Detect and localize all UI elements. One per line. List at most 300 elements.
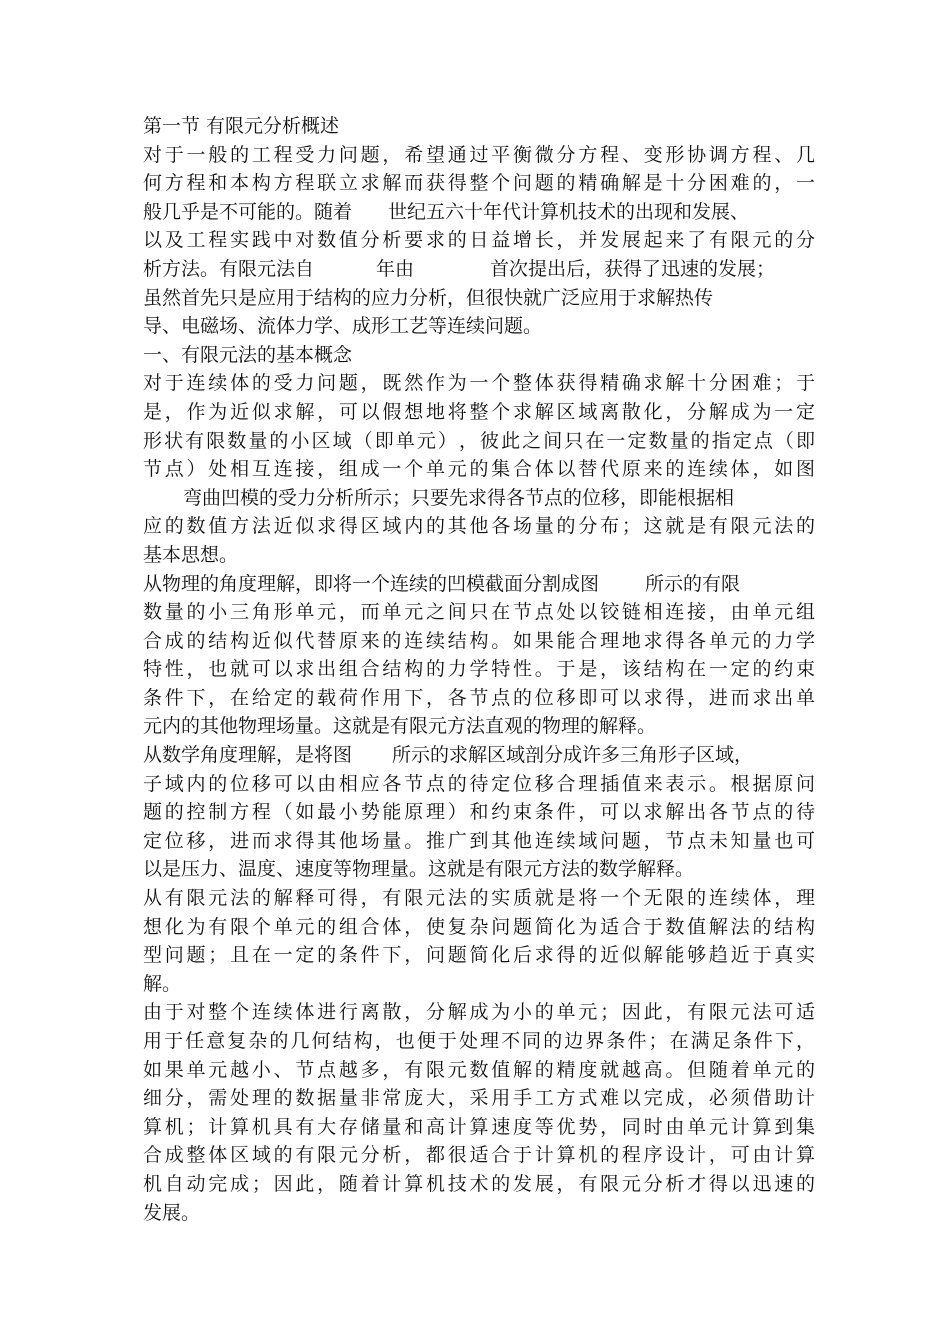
text-glyph: ，	[317, 458, 337, 481]
text-glyph: 域	[578, 829, 598, 852]
text-glyph: 用	[382, 686, 402, 709]
text-line	[143, 1113, 815, 1142]
text-glyph: 个	[251, 915, 271, 938]
text-line	[143, 312, 815, 341]
text-glyph: 的	[795, 1058, 815, 1081]
text-glyph: 得	[338, 515, 358, 538]
text-glyph: ；	[208, 944, 228, 967]
text-glyph: 代	[295, 629, 315, 652]
text-glyph: 几	[290, 1030, 310, 1052]
text-glyph: 作	[360, 686, 380, 709]
text-glyph: 满	[690, 1030, 710, 1052]
text-glyph: 的	[752, 172, 772, 195]
text-glyph: 细	[143, 1087, 163, 1110]
text-glyph: 成	[164, 629, 184, 652]
text-glyph: 元	[425, 887, 445, 910]
text-glyph: 适	[469, 1144, 489, 1167]
text-glyph: 接	[687, 601, 707, 624]
text-glyph: 合	[621, 915, 641, 938]
text-glyph: 值	[621, 772, 641, 795]
text-glyph: 小	[251, 1058, 271, 1081]
text-glyph: 动	[186, 1172, 206, 1195]
text-glyph: 计	[534, 1144, 554, 1167]
text-glyph: ，	[578, 801, 598, 824]
text-line	[143, 226, 815, 255]
text-glyph: 变	[643, 143, 663, 166]
text-glyph: 间	[543, 429, 563, 452]
text-glyph: 。	[708, 772, 728, 795]
text-glyph: 内	[404, 515, 424, 538]
text-line	[143, 998, 815, 1027]
text-glyph: 特	[491, 658, 511, 681]
text-glyph: 时	[643, 1115, 663, 1138]
text-glyph: 下	[186, 686, 206, 709]
text-glyph: 程	[621, 1144, 641, 1167]
text-glyph: 三	[230, 601, 250, 624]
text-glyph: 数	[186, 515, 206, 538]
text-line	[143, 627, 815, 656]
text-glyph: ；	[648, 1030, 668, 1052]
text-glyph: 的	[687, 887, 707, 910]
text-glyph: 成	[164, 1144, 184, 1167]
text-glyph: 如	[774, 458, 794, 481]
text-glyph: 然	[404, 372, 424, 395]
text-glyph: 问	[795, 772, 815, 795]
text-glyph: 的	[752, 629, 772, 652]
text-glyph: 对	[186, 1001, 206, 1024]
text-glyph: 简	[469, 944, 489, 967]
text-glyph: 续	[425, 629, 445, 652]
text-glyph: 值	[208, 515, 228, 538]
text-glyph: 数	[143, 601, 163, 624]
text-glyph: 替	[317, 629, 337, 652]
text-glyph: 的	[447, 772, 467, 795]
text-glyph: 理	[480, 1030, 500, 1052]
text-glyph: 各	[382, 772, 402, 795]
text-glyph: 计	[774, 1144, 794, 1167]
text-glyph: 的	[534, 1001, 554, 1024]
text-glyph: 是	[556, 887, 576, 910]
text-glyph: 几	[795, 143, 815, 166]
text-glyph: 难	[730, 172, 750, 195]
text-glyph: ，	[687, 1087, 707, 1110]
text-glyph: 限	[600, 1172, 620, 1195]
text-glyph: 。	[491, 629, 511, 652]
text-glyph: 进	[230, 829, 250, 852]
text-glyph: ；	[186, 1115, 206, 1138]
text-glyph: 处	[230, 1087, 250, 1110]
text-glyph: 计	[687, 1144, 707, 1167]
text-glyph: ，	[795, 1030, 815, 1052]
text-glyph: 的	[795, 1172, 815, 1195]
text-glyph: 元	[447, 458, 467, 481]
text-glyph: 算	[556, 1144, 576, 1167]
text-glyph: 般	[208, 143, 228, 166]
text-glyph: 越	[621, 1058, 641, 1081]
text-glyph: 区	[556, 400, 576, 423]
text-glyph: ，	[708, 1144, 728, 1167]
text-glyph: 题	[447, 944, 467, 967]
text-glyph: 元	[774, 1058, 794, 1081]
text-glyph: 着	[730, 1058, 750, 1081]
text-glyph: 节	[295, 1058, 315, 1081]
text-glyph: ；	[774, 372, 794, 395]
text-glyph: 方	[273, 172, 293, 195]
text-glyph: 化	[556, 915, 576, 938]
subsection-heading: 一、有限元法的基本概念	[143, 343, 353, 366]
text-glyph: 同	[522, 1030, 542, 1052]
text-glyph: 一	[382, 458, 402, 481]
text-glyph: 程	[295, 172, 315, 195]
text-glyph: 处	[458, 1030, 478, 1052]
text-glyph: 求	[534, 944, 554, 967]
text-glyph: 条	[143, 686, 163, 709]
text-glyph: 。	[534, 658, 554, 681]
text-glyph: 展	[621, 229, 641, 252]
text-glyph: 而	[730, 686, 750, 709]
text-glyph: 求	[643, 801, 663, 824]
text-glyph: 移	[556, 686, 576, 709]
text-glyph: 可	[600, 801, 620, 824]
text-glyph: 越	[230, 1058, 250, 1081]
text-glyph: 如	[295, 801, 315, 824]
text-glyph: 互	[251, 458, 271, 481]
text-glyph: 有	[295, 1144, 315, 1167]
text-glyph: 的	[665, 458, 685, 481]
text-glyph: 只	[469, 601, 489, 624]
text-glyph: 的	[491, 1172, 511, 1195]
text-glyph: 小	[338, 801, 358, 824]
text-glyph: 结	[447, 629, 467, 652]
text-glyph: 位	[513, 772, 533, 795]
text-glyph: 构	[404, 658, 424, 681]
text-glyph: 求	[360, 172, 380, 195]
text-glyph: 来	[360, 629, 380, 652]
text-glyph: 对	[143, 143, 163, 166]
text-glyph: 分	[687, 400, 707, 423]
text-glyph: 性	[513, 658, 533, 681]
text-glyph: 个	[491, 172, 511, 195]
text-glyph: 确	[621, 372, 641, 395]
text-glyph: 技	[447, 1172, 467, 1195]
text-glyph: 以	[621, 1087, 641, 1110]
text-span: 导、电磁场、流体力学、成形工艺等连续问题。	[143, 315, 543, 338]
text-glyph: 限	[206, 429, 226, 452]
text-glyph: 程	[273, 143, 293, 166]
text-glyph: 各	[708, 801, 728, 824]
text-glyph: 精	[556, 1058, 576, 1081]
text-line	[143, 455, 815, 484]
text-glyph: 后	[513, 944, 533, 967]
text-glyph: 困	[730, 372, 750, 395]
text-glyph: （	[353, 429, 373, 452]
text-glyph: 联	[317, 172, 337, 195]
text-glyph: 待	[469, 772, 489, 795]
text-glyph: 就	[230, 658, 250, 681]
text-glyph: 似	[251, 400, 271, 423]
text-glyph: 的	[600, 1144, 620, 1167]
text-span: 世纪五六十年代计算机技术的出现和发展、	[388, 200, 750, 223]
text-glyph: 的	[317, 915, 337, 938]
text-glyph: 来	[643, 772, 663, 795]
text-glyph: 状	[164, 429, 184, 452]
text-glyph: 而	[404, 172, 424, 195]
text-line	[143, 684, 815, 713]
text-glyph: 个	[621, 887, 641, 910]
text-glyph: 元	[338, 1144, 358, 1167]
text-glyph: 很	[447, 1144, 467, 1167]
text-glyph: 就	[534, 887, 554, 910]
text-glyph: 的	[752, 658, 772, 681]
text-glyph: 以	[578, 601, 598, 624]
text-glyph: 散	[382, 1001, 402, 1024]
text-glyph: 是	[643, 172, 663, 195]
text-glyph: 相	[643, 601, 663, 624]
text-glyph: 用	[491, 1087, 511, 1110]
text-glyph: 定	[732, 429, 752, 452]
text-line	[143, 1084, 815, 1113]
text-glyph: 元	[730, 629, 750, 652]
text-glyph: 节	[513, 601, 533, 624]
text-glyph: 十	[665, 172, 685, 195]
text-glyph: 解	[534, 400, 554, 423]
text-glyph: 量	[382, 829, 402, 852]
text-glyph: 力	[317, 143, 337, 166]
text-glyph: 希	[404, 143, 424, 166]
text-glyph: 续	[556, 829, 576, 852]
text-glyph: 的	[164, 515, 184, 538]
text-glyph: 连	[251, 1001, 271, 1024]
text-glyph: 单	[795, 686, 815, 709]
text-glyph: ，	[360, 887, 380, 910]
text-glyph: ，	[708, 601, 728, 624]
text-span: 般几乎是不可能的。随着	[143, 200, 353, 223]
text-glyph: 点	[752, 801, 772, 824]
text-glyph: 量	[534, 515, 554, 538]
text-glyph: 合	[360, 658, 380, 681]
text-line	[143, 1199, 815, 1228]
text-glyph: 体	[230, 372, 250, 395]
text-glyph: 发	[513, 1172, 533, 1195]
text-glyph: 分	[643, 1172, 663, 1195]
text-glyph: 析	[665, 1172, 685, 1195]
text-glyph: 成	[730, 400, 750, 423]
text-glyph: ；	[600, 1001, 620, 1024]
text-glyph: 解	[273, 887, 293, 910]
text-glyph: 插	[600, 772, 620, 795]
text-glyph: ，	[186, 658, 206, 681]
text-glyph: 节	[665, 829, 685, 852]
text-glyph: 也	[208, 658, 228, 681]
text-glyph: 下	[382, 944, 402, 967]
text-glyph: 为	[186, 915, 206, 938]
text-line	[143, 284, 815, 313]
text-glyph: 到	[469, 829, 489, 852]
text-glyph: 的	[186, 629, 206, 652]
text-glyph: 度	[513, 1115, 533, 1138]
text-glyph: 求	[317, 515, 337, 538]
text-glyph: 要	[404, 229, 424, 252]
text-glyph: 边	[564, 1030, 584, 1052]
text-glyph: 制	[208, 801, 228, 824]
text-glyph: 高	[643, 1058, 663, 1081]
text-glyph: ，	[774, 887, 794, 910]
text-span: 从物理的角度理解，即将一个连续的凹模截面分割成图	[143, 572, 600, 595]
text-glyph: 能	[556, 629, 576, 652]
text-glyph: 值	[687, 915, 707, 938]
text-line	[143, 884, 815, 913]
text-glyph: 条	[534, 801, 554, 824]
text-glyph: 算	[795, 1144, 815, 1167]
text-glyph: 且	[230, 944, 250, 967]
text-glyph: 整	[186, 1144, 206, 1167]
text-glyph: 处	[556, 601, 576, 624]
text-glyph: 适	[795, 1001, 815, 1024]
text-glyph: ，	[382, 1058, 402, 1081]
text-glyph: 推	[425, 829, 445, 852]
text-glyph: 序	[643, 1144, 663, 1167]
text-glyph: 据	[752, 772, 772, 795]
text-glyph: 场	[360, 829, 380, 852]
text-glyph: 获	[425, 172, 445, 195]
text-glyph: 成	[469, 1001, 489, 1024]
text-glyph: ，	[404, 915, 424, 938]
text-glyph: 可	[338, 400, 358, 423]
text-glyph: 的	[425, 658, 445, 681]
text-glyph: 于	[643, 915, 663, 938]
text-glyph: 限	[425, 1058, 445, 1081]
text-glyph: 条	[732, 1030, 752, 1052]
text-glyph: 体	[534, 458, 554, 481]
text-glyph: 结	[208, 629, 228, 652]
text-glyph: 成	[665, 1087, 685, 1110]
text-glyph: 、	[621, 143, 641, 166]
text-span: 首次提出后，获得了迅速的发展；	[490, 257, 776, 280]
text-glyph: 形	[143, 429, 163, 452]
text-glyph: 采	[469, 1087, 489, 1110]
text-glyph: 离	[360, 1001, 380, 1024]
text-glyph: 的	[752, 915, 772, 938]
text-glyph: 小	[513, 1001, 533, 1024]
text-glyph: 应	[360, 772, 380, 795]
text-glyph: 其	[491, 829, 511, 852]
text-glyph: 整	[469, 172, 489, 195]
text-glyph: 他	[513, 829, 533, 852]
text-glyph: 可	[795, 829, 815, 852]
text-glyph: 分	[360, 229, 380, 252]
text-glyph: 的	[186, 601, 206, 624]
text-glyph: 优	[556, 1115, 576, 1138]
text-glyph: 根	[730, 772, 750, 795]
text-glyph: 件	[753, 1030, 773, 1052]
text-glyph: 术	[469, 1172, 489, 1195]
text-glyph: 位	[534, 686, 554, 709]
text-glyph: 题	[186, 944, 206, 967]
text-glyph: 分	[578, 515, 598, 538]
text-glyph: 杂	[469, 915, 489, 938]
text-glyph: 是	[578, 658, 598, 681]
text-glyph: 于	[556, 658, 576, 681]
text-glyph: 移	[186, 829, 206, 852]
text-glyph: 须	[730, 1087, 750, 1110]
text-glyph: 下	[774, 1030, 794, 1052]
text-glyph: 单	[687, 1115, 707, 1138]
text-glyph: 值	[338, 229, 358, 252]
text-glyph: 一	[774, 400, 794, 423]
text-glyph: 地	[621, 629, 641, 652]
text-glyph: 的	[556, 172, 576, 195]
text-glyph: ，	[774, 172, 794, 195]
text-glyph: 设	[665, 1144, 685, 1167]
text-glyph: 元	[621, 1172, 641, 1195]
text-glyph: 应	[143, 515, 163, 538]
text-glyph: 的	[295, 686, 315, 709]
text-glyph: 区	[311, 429, 331, 452]
text-glyph: 理	[425, 801, 445, 824]
text-glyph: 体	[752, 887, 772, 910]
text-glyph: 中	[273, 229, 293, 252]
text-glyph: 即	[795, 429, 815, 452]
text-glyph: 一	[795, 172, 815, 195]
text-glyph: 即	[374, 429, 394, 452]
text-glyph: 就	[600, 1058, 620, 1081]
text-line	[143, 712, 815, 741]
text-line	[143, 398, 815, 427]
text-glyph: 形	[665, 143, 685, 166]
text-glyph: 限	[730, 229, 750, 252]
text-glyph: ，	[458, 429, 478, 452]
text-glyph: 续	[273, 1001, 293, 1024]
text-glyph: 题	[534, 172, 554, 195]
text-glyph: 如	[143, 1058, 163, 1081]
text-glyph: ，	[208, 829, 228, 852]
text-glyph: 在	[687, 658, 707, 681]
text-glyph: 近	[600, 944, 620, 967]
text-glyph: 数	[317, 229, 337, 252]
text-line	[143, 141, 815, 170]
text-glyph: ，	[687, 686, 707, 709]
text-glyph: 相	[230, 458, 250, 481]
text-glyph: 单	[295, 601, 315, 624]
text-glyph: 和	[469, 801, 489, 824]
text-glyph: 手	[513, 1087, 533, 1110]
text-glyph: 来	[665, 229, 685, 252]
text-glyph: 求	[425, 229, 445, 252]
text-glyph: 移	[534, 772, 554, 795]
text-glyph: 得	[295, 829, 315, 852]
text-glyph: 析	[382, 229, 402, 252]
text-glyph: 微	[534, 143, 554, 166]
text-line	[143, 1056, 815, 1085]
text-glyph: 理	[251, 1087, 271, 1110]
text-glyph: 的	[251, 887, 271, 910]
text-glyph: 力	[447, 658, 467, 681]
text-glyph: 点	[425, 772, 445, 795]
text-glyph: 适	[600, 915, 620, 938]
text-glyph: 作	[425, 372, 445, 395]
text-glyph: 成	[360, 458, 380, 481]
text-glyph: 问	[600, 829, 620, 852]
text-glyph: 条	[338, 944, 358, 967]
text-glyph: 点	[534, 601, 554, 624]
text-span: 虽然首先只是应用于结构的应力分析，但很快就广泛应用于求解热传	[143, 286, 714, 309]
text-glyph: 似	[295, 515, 315, 538]
text-glyph: 的	[469, 887, 489, 910]
text-glyph: 一	[708, 658, 728, 681]
text-glyph: 衡	[513, 143, 533, 166]
text-glyph: 组	[338, 658, 358, 681]
text-glyph: 大	[317, 1115, 337, 1138]
